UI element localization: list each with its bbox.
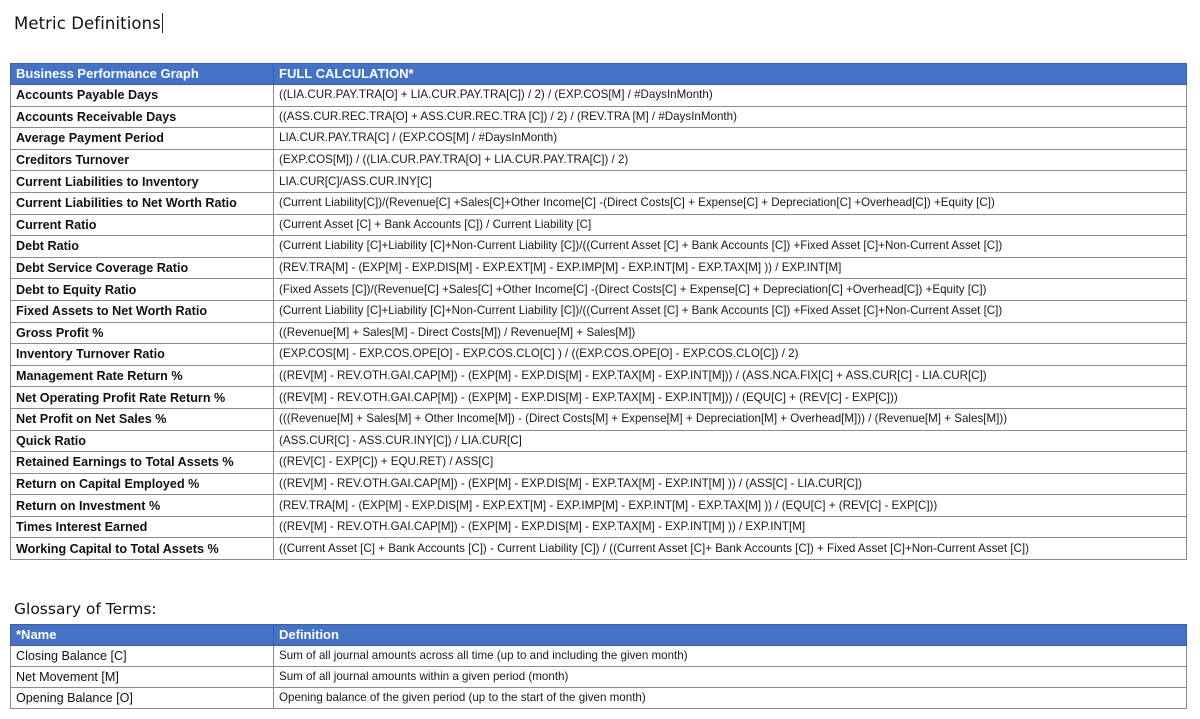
metric-name: Creditors Turnover	[11, 149, 274, 171]
metric-name: Debt Service Coverage Ratio	[11, 257, 274, 279]
metric-calculation: (REV.TRA[M] - (EXP[M] - EXP.DIS[M] - EXP.EXT[M] - EXP.IMP[M] - EXP.INT[M] - EXP.TAX[M] )) / EXP.INT[M]	[274, 257, 1187, 279]
metric-calculation: LIA.CUR[C]/ASS.CUR.INY[C]	[274, 171, 1187, 193]
metric-calculation: ((Revenue[M] + Sales[M] - Direct Costs[M]) / Revenue[M] + Sales[M])	[274, 322, 1187, 344]
metric-name: Accounts Payable Days	[11, 85, 274, 107]
metric-name: Current Liabilities to Net Worth Ratio	[11, 192, 274, 214]
metric-calculation: (Fixed Assets [C])/(Revenue[C] +Sales[C] +Other Income[C] -(Direct Costs[C] + Expense[C] + Depreciation[C] +Overhead[C]) +Equity [C])	[274, 279, 1187, 301]
glossary-title: Glossary of Terms:	[14, 600, 157, 618]
page-title-text: Metric Definitions	[14, 14, 161, 33]
table-row	[11, 473, 1187, 495]
table-row	[11, 538, 1187, 560]
metric-name: Gross Profit %	[11, 322, 274, 344]
metric-name: Current Ratio	[11, 214, 274, 236]
metric-name: Average Payment Period	[11, 128, 274, 150]
metric-name: Current Liabilities to Inventory	[11, 171, 274, 193]
table-row	[11, 516, 1187, 538]
metric-name: Net Profit on Net Sales %	[11, 408, 274, 430]
glossary-definition: Sum of all journal amounts across all time (up to and including the given month)	[274, 646, 1187, 667]
metric-calculation: ((ASS.CUR.REC.TRA[O] + ASS.CUR.REC.TRA [C]) / 2) / (REV.TRA [M] / #DaysInMonth)	[274, 106, 1187, 128]
table-row	[11, 300, 1187, 322]
header-name: *Name	[11, 625, 274, 646]
metric-calculation: ((REV[M] - REV.OTH.GAI.CAP[M]) - (EXP[M] - EXP.DIS[M] - EXP.TAX[M] - EXP.INT[M])) / (EQU[C] + (REV[C] - EXP[C]))	[274, 387, 1187, 409]
table-row	[11, 128, 1187, 150]
table-row	[11, 85, 1187, 107]
metric-calculation: (ASS.CUR[C] - ASS.CUR.INY[C]) / LIA.CUR[C]	[274, 430, 1187, 452]
metric-calculation: (Current Liability[C])/(Revenue[C] +Sales[C]+Other Income[C] -(Direct Costs[C] + Expense[C] + Depreciation[C] +Overhead[C]) +Equity [C])	[274, 192, 1187, 214]
table-row	[11, 257, 1187, 279]
table-row	[11, 236, 1187, 258]
table-row	[11, 667, 1187, 688]
metric-name: Retained Earnings to Total Assets %	[11, 452, 274, 474]
glossary-definition: Sum of all journal amounts within a given period (month)	[274, 667, 1187, 688]
metric-name: Working Capital to Total Assets %	[11, 538, 274, 560]
metrics-header-row	[11, 64, 1187, 85]
metric-name: Net Operating Profit Rate Return %	[11, 387, 274, 409]
glossary-header-row	[11, 625, 1187, 646]
text-cursor	[162, 13, 163, 33]
metric-name: Inventory Turnover Ratio	[11, 344, 274, 366]
table-row	[11, 408, 1187, 430]
metric-name: Times Interest Earned	[11, 516, 274, 538]
metric-name: Fixed Assets to Net Worth Ratio	[11, 300, 274, 322]
metrics-body	[11, 85, 1187, 560]
metric-calculation: (Current Liability [C]+Liability [C]+Non-Current Liability [C])/((Current Asset [C] + Bank Accounts [C]) +Fixed Asset [C]+Non-Current Asset [C])	[274, 300, 1187, 322]
table-row	[11, 192, 1187, 214]
metric-name: Debt to Equity Ratio	[11, 279, 274, 301]
metric-definitions-table	[10, 63, 1187, 560]
table-row	[11, 646, 1187, 667]
table-row	[11, 106, 1187, 128]
glossary-body	[11, 646, 1187, 709]
table-row	[11, 171, 1187, 193]
metric-name: Quick Ratio	[11, 430, 274, 452]
metric-calculation: ((Current Asset [C] + Bank Accounts [C]) - Current Liability [C]) / ((Current Asset [C]+ Bank Accounts [C]) + Fixed Asset [C]+Non-Current Asset [C])	[274, 538, 1187, 560]
metric-name: Return on Capital Employed %	[11, 473, 274, 495]
metric-calculation: (Current Asset [C] + Bank Accounts [C]) / Current Liability [C]	[274, 214, 1187, 236]
glossary-table	[10, 624, 1187, 709]
table-row	[11, 387, 1187, 409]
header-business-performance-graph: Business Performance Graph	[11, 64, 274, 85]
table-row	[11, 344, 1187, 366]
metric-calculation: (REV.TRA[M] - (EXP[M] - EXP.DIS[M] - EXP.EXT[M] - EXP.IMP[M] - EXP.INT[M] - EXP.TAX[M] )) / (EQU[C] + (REV[C] - EXP[C]))	[274, 495, 1187, 517]
metric-calculation: ((LIA.CUR.PAY.TRA[O] + LIA.CUR.PAY.TRA[C]) / 2) / (EXP.COS[M] / #DaysInMonth)	[274, 85, 1187, 107]
metric-name: Accounts Receivable Days	[11, 106, 274, 128]
header-full-calculation: FULL CALCULATION*	[274, 64, 1187, 85]
glossary-term: Opening Balance [O]	[11, 688, 274, 709]
table-row	[11, 279, 1187, 301]
table-row	[11, 214, 1187, 236]
metric-name: Management Rate Return %	[11, 365, 274, 387]
metric-calculation: ((REV[C] - EXP[C]) + EQU.RET) / ASS[C]	[274, 452, 1187, 474]
glossary-term: Closing Balance [C]	[11, 646, 274, 667]
metric-calculation: ((REV[M] - REV.OTH.GAI.CAP[M]) - (EXP[M] - EXP.DIS[M] - EXP.TAX[M] - EXP.INT[M] )) / (ASS[C] - LIA.CUR[C])	[274, 473, 1187, 495]
table-row	[11, 365, 1187, 387]
table-row	[11, 430, 1187, 452]
metric-calculation: (((Revenue[M] + Sales[M] + Other Income[M]) - (Direct Costs[M] + Expense[M] + Depreciation[M] + Overhead[M])) / (Revenue[M] + Sales[M]))	[274, 408, 1187, 430]
table-row	[11, 452, 1187, 474]
table-row	[11, 495, 1187, 517]
metric-calculation: (EXP.COS[M] - EXP.COS.OPE[O] - EXP.COS.CLO[C] ) / ((EXP.COS.OPE[O] - EXP.COS.CLO[C]) / 2)	[274, 344, 1187, 366]
table-row	[11, 322, 1187, 344]
table-row	[11, 149, 1187, 171]
metric-calculation: ((REV[M] - REV.OTH.GAI.CAP[M]) - (EXP[M] - EXP.DIS[M] - EXP.TAX[M] - EXP.INT[M])) / (ASS.NCA.FIX[C] + ASS.CUR[C] - LIA.CUR[C])	[274, 365, 1187, 387]
metric-name: Debt Ratio	[11, 236, 274, 258]
glossary-term: Net Movement [M]	[11, 667, 274, 688]
glossary-definition: Opening balance of the given period (up to the start of the given month)	[274, 688, 1187, 709]
page-title	[14, 13, 163, 33]
metric-calculation: LIA.CUR.PAY.TRA[C] / (EXP.COS[M] / #DaysInMonth)	[274, 128, 1187, 150]
table-row	[11, 688, 1187, 709]
metric-calculation: ((REV[M] - REV.OTH.GAI.CAP[M]) - (EXP[M] - EXP.DIS[M] - EXP.TAX[M] - EXP.INT[M] )) / EXP.INT[M]	[274, 516, 1187, 538]
header-definition: Definition	[274, 625, 1187, 646]
metric-calculation: (Current Liability [C]+Liability [C]+Non-Current Liability [C])/((Current Asset [C] + Bank Accounts [C]) +Fixed Asset [C]+Non-Current Asset [C])	[274, 236, 1187, 258]
metric-calculation: (EXP.COS[M]) / ((LIA.CUR.PAY.TRA[O] + LIA.CUR.PAY.TRA[C]) / 2)	[274, 149, 1187, 171]
metric-name: Return on Investment %	[11, 495, 274, 517]
